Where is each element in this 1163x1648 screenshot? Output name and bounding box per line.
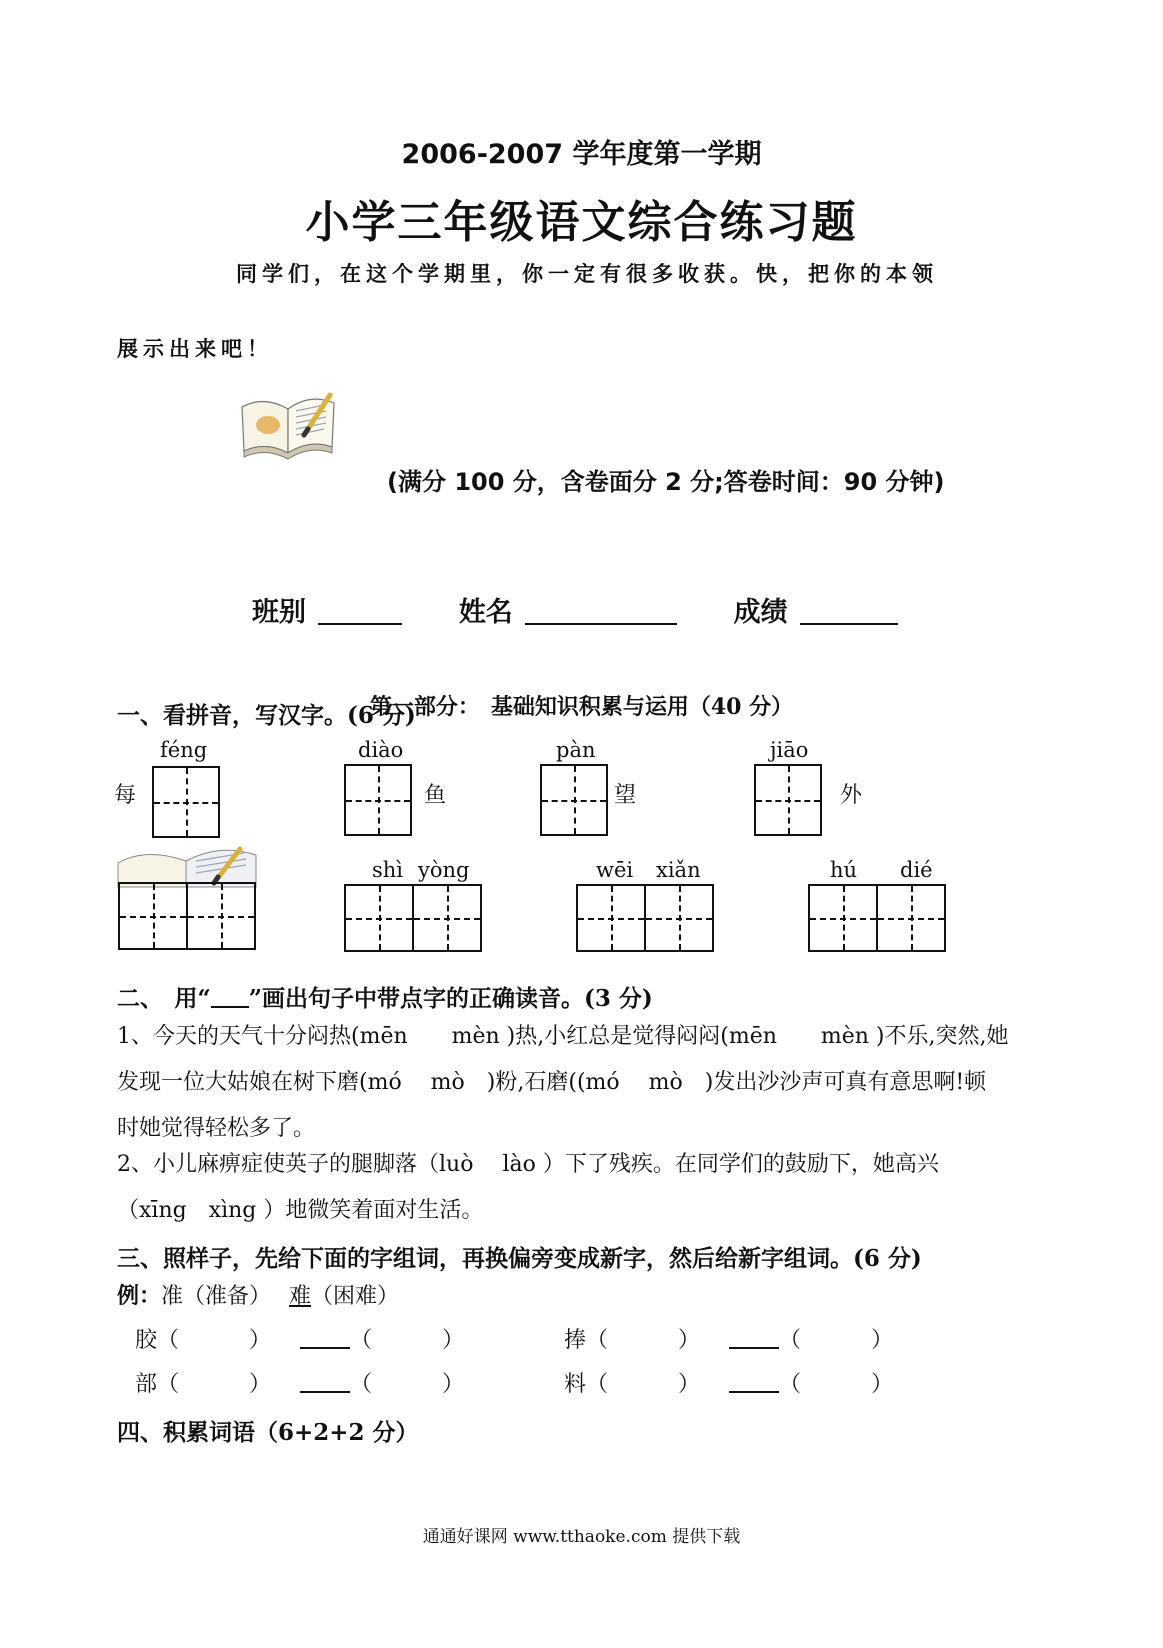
pinyin-3: pàn	[556, 738, 596, 762]
char-after-3: 望	[614, 783, 637, 808]
pinyin-die: dié	[900, 858, 933, 882]
item-char: 部	[135, 1372, 158, 1397]
write-box[interactable]	[186, 882, 256, 950]
word-row-2b: 料（ ） （ ）	[564, 1372, 894, 1397]
exam-year: 2006-2007 学年度第一学期	[401, 139, 762, 170]
pinyin-yong: yòng	[418, 858, 470, 882]
example-original: 准（准备）	[161, 1284, 261, 1309]
new-char-blank[interactable]	[300, 1371, 350, 1393]
section2-paragraph-1	[117, 1014, 1052, 1152]
char-after-4: 外	[840, 783, 863, 808]
example-line	[117, 1273, 1052, 1320]
example-new-word: （困难）	[311, 1284, 400, 1309]
open-book-icon	[238, 385, 338, 465]
write-box[interactable]	[412, 884, 482, 952]
name-label: 姓名	[458, 597, 513, 628]
write-box[interactable]	[644, 884, 714, 952]
new-char-blank[interactable]	[300, 1327, 350, 1349]
part-one-heading: 第一部分： 基础知识积累与运用（40 分）	[369, 694, 794, 720]
section4-heading: 四、积累词语（6+2+2 分）	[117, 1419, 419, 1446]
score-note: (满分 100 分，含卷面分 2 分;答卷时间：90 分钟)	[387, 468, 945, 496]
class-blank[interactable]	[318, 597, 402, 625]
pinyin-2: diào	[358, 738, 404, 762]
write-box[interactable]	[754, 764, 822, 836]
write-box[interactable]	[344, 764, 412, 836]
section3-heading: 三、照样子，先给下面的字组词，再换偏旁变成新字，然后给新字组词。(6 分)	[117, 1245, 922, 1272]
example-new-char: 难	[289, 1284, 312, 1309]
char-before-1: 每	[114, 783, 137, 808]
underline-sample	[211, 986, 249, 1008]
score-blank[interactable]	[800, 597, 898, 625]
pinyin-wei: wēi	[596, 858, 634, 882]
new-char-blank[interactable]	[729, 1327, 779, 1349]
section2-heading: 二、 用“ ”画出句子中带点字的正确读音。(3 分)	[117, 985, 653, 1012]
page-title: 小学三年级语文综合练习题	[305, 197, 858, 248]
pinyin-4: jiāo	[770, 738, 809, 762]
footer-credit: 通通好课网 www.tthaoke.com 提供下载	[422, 1527, 741, 1547]
item-char: 胶	[135, 1328, 158, 1353]
class-label: 班别	[252, 597, 306, 628]
write-box[interactable]	[152, 766, 220, 838]
new-char-blank[interactable]	[729, 1371, 779, 1393]
pinyin-hu: hú	[830, 858, 858, 882]
char-after-2: 鱼	[424, 783, 447, 808]
pinyin-xian: xiǎn	[656, 858, 701, 882]
pinyin-1: féng	[160, 738, 208, 762]
word-row-1b: 捧（ ） （ ）	[564, 1328, 894, 1353]
write-box[interactable]	[118, 882, 188, 950]
write-box[interactable]	[876, 884, 946, 952]
paragraph-line: 发现一位大姑娘在树下磨(mó mò )粉,石磨((mó mò )发出沙沙声可真有意思啊!顿	[117, 1070, 987, 1095]
section1-heading: 一、看拼音，写汉字。(6 分)	[117, 702, 416, 729]
write-box[interactable]	[540, 764, 608, 836]
item-char: 料	[564, 1372, 587, 1397]
write-box[interactable]	[576, 884, 646, 952]
paragraph-line: 时她觉得轻松多了。	[117, 1116, 316, 1141]
paragraph-line: 2、小儿麻痹症使英子的腿脚落（luò lào ）下了残疾。在同学们的鼓励下，她高兴	[117, 1152, 939, 1177]
write-box[interactable]	[808, 884, 878, 952]
intro-line-2: 展示出来吧！	[117, 336, 273, 361]
word-row-2: 部（ ） （ ）	[135, 1372, 465, 1397]
paragraph-line: 1、今天的天气十分闷热(mēn mèn )热,小红总是觉得闷闷(mēn mèn )不乐,突然,她	[117, 1024, 1009, 1049]
intro-line-1: 同学们，在这个学期里，你一定有很多收获。快，把你的本领	[236, 261, 938, 286]
example-label: 例：	[117, 1283, 162, 1309]
item-char: 捧	[564, 1328, 587, 1353]
word-row-1: 胶（ ） （ ）	[135, 1328, 465, 1353]
paragraph-line: （xīng xìng ）地微笑着面对生活。	[117, 1198, 484, 1223]
info-line	[252, 590, 898, 629]
write-box[interactable]	[344, 884, 414, 952]
section2-paragraph-2	[117, 1142, 1052, 1234]
pinyin-shi: shì	[372, 858, 404, 882]
name-blank[interactable]	[525, 597, 677, 625]
score-label: 成绩	[733, 597, 788, 628]
